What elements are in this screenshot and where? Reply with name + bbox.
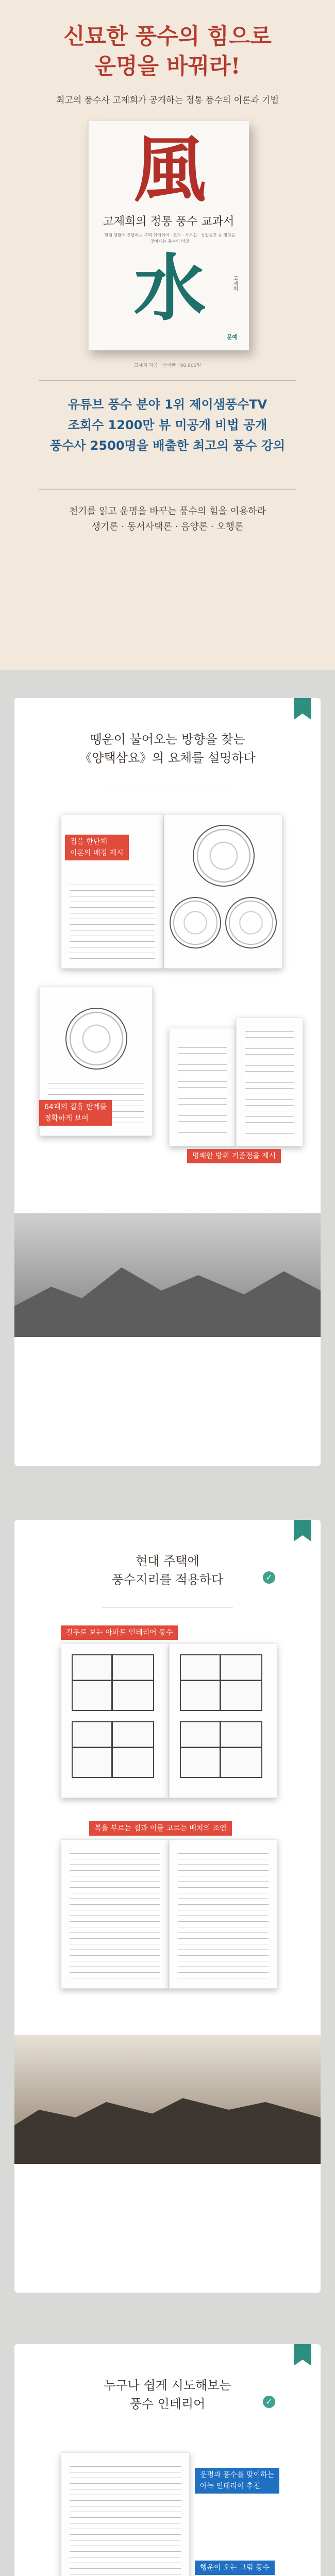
book-page [164,814,282,969]
book-caption: 고제희 지음 | 신국판 | 00,000원 [133,363,202,368]
callout-text: 아늑 인테리어 추천 [200,2482,261,2490]
callout-label [65,835,129,860]
bookmark-icon [294,1520,311,1535]
feature-section-1 [0,670,335,1494]
heading-line-2: 풍수지리를 적용하다 [111,1572,224,1587]
bookmark-icon [294,698,311,714]
page-text [178,1039,227,1137]
floorplan-diagram [72,1654,154,1711]
callout-label [195,2468,279,2494]
feature-panel-2 [14,1520,321,2293]
page-text [70,2463,181,2576]
feature-section-2 [0,1494,335,2318]
book-publisher-logo: 문예 [226,334,238,341]
feature-panel-1 [14,698,321,1466]
book-description: 현대 생활에 부합하는 주택 인테리어 · 묘지 · 사무실 · 상업공간 등 명당을 찾아내는 풍수의 비밀 [104,233,236,244]
section-heading [14,2376,321,2413]
callout-text: 집을 한단체 [70,838,108,846]
book-page [169,1643,277,1798]
book-page [61,1643,169,1798]
section-heading [14,730,321,767]
divider [39,489,296,490]
book-page [169,1028,236,1146]
callout-label: 명쾌한 방위 기준점을 제시 [187,1149,281,1163]
lower-line-1: 천기를 읽고 운명을 바꾸는 풍수의 힘을 이용하라 [69,506,266,517]
headline-line-1: 신묘한 풍수의 힘으로 [63,24,272,49]
callout-text: 정확하게 보여 [44,1114,89,1123]
book-author: 고제희 [232,276,238,291]
page-text [178,1850,269,1979]
temple-photo [14,2035,321,2164]
book-cover [87,121,249,350]
point-1: 유튜브 풍수 분야 1위 제이샘풍수TV [68,397,267,412]
check-icon: ✓ [263,2396,275,2408]
page-text [245,1028,294,1137]
heading-line-1: 현대 주택에 [136,1554,199,1568]
compass-diagram [225,897,277,948]
divider [39,380,296,381]
callout-text: 이론의 배경 제시 [70,849,124,857]
mountain-photo [14,1213,321,1337]
feature-section-3 [0,2318,335,2576]
check-icon: ✓ [263,1571,275,1584]
hero-subtitle: 최고의 풍수사 고제희가 공개하는 정통 풍수의 이론과 기법 [56,95,279,106]
bagua-diagram [65,1008,127,1070]
hero-section [0,0,335,670]
callout-label: 길무로 보는 아파트 인테리어 풍수 [61,1625,178,1640]
book-page [169,1839,277,1989]
book-page [236,1018,303,1146]
point-3: 풍수사 2500명을 배출한 최고의 풍수 강의 [49,438,286,453]
lower-line-2: 생기론 · 동서사택론 · 음양론 · 오행론 [91,521,244,532]
bookmark-icon [294,2344,311,2360]
headline-line-2: 운명을 바꿔라! [94,54,241,79]
heading-line-1: 누구나 쉽게 시도해보는 [104,2378,231,2393]
compass-diagram [193,825,255,887]
feature-panel-3 [14,2344,321,2576]
floorplan-diagram [180,1654,262,1711]
callout-text: 64괘의 길흉 판계를 [44,1103,107,1111]
callout-text: 운명과 풍수를 맞이하는 [200,2471,275,2479]
compass-diagram [170,897,221,948]
callout-label: 행운이 오는 그림 풍수 [195,2561,275,2575]
hero-lower-text [0,504,335,535]
heading-line-1: 땡운이 불어오는 방향을 찾는 [90,732,245,747]
hero-points [0,394,335,456]
book-page [61,1839,169,1989]
page-text [70,882,155,959]
section-heading [14,1552,321,1589]
point-2: 조회수 1200만 뷰 미공개 비법 공개 [68,418,267,432]
heading-line-2: 풍수 인테리어 [129,2397,206,2411]
heading-line-2: 《양택삼요》의 요체를 설명하다 [79,751,256,765]
hero-headline [0,22,335,81]
book-char-water: 水 [133,246,206,331]
page-text [70,1850,160,1979]
callout-label [39,1100,112,1126]
book-title: 고제희의 정통 풍수 교과서 [99,213,238,229]
divider [102,1607,233,1608]
book-char-wind: 風 [133,128,206,212]
book-page [61,2452,190,2576]
floorplan-diagram [180,1721,262,1778]
floorplan-diagram [72,1721,154,1778]
callout-label: 복을 부르는 집과 이를 고르는 배치의 조언 [89,1821,232,1836]
